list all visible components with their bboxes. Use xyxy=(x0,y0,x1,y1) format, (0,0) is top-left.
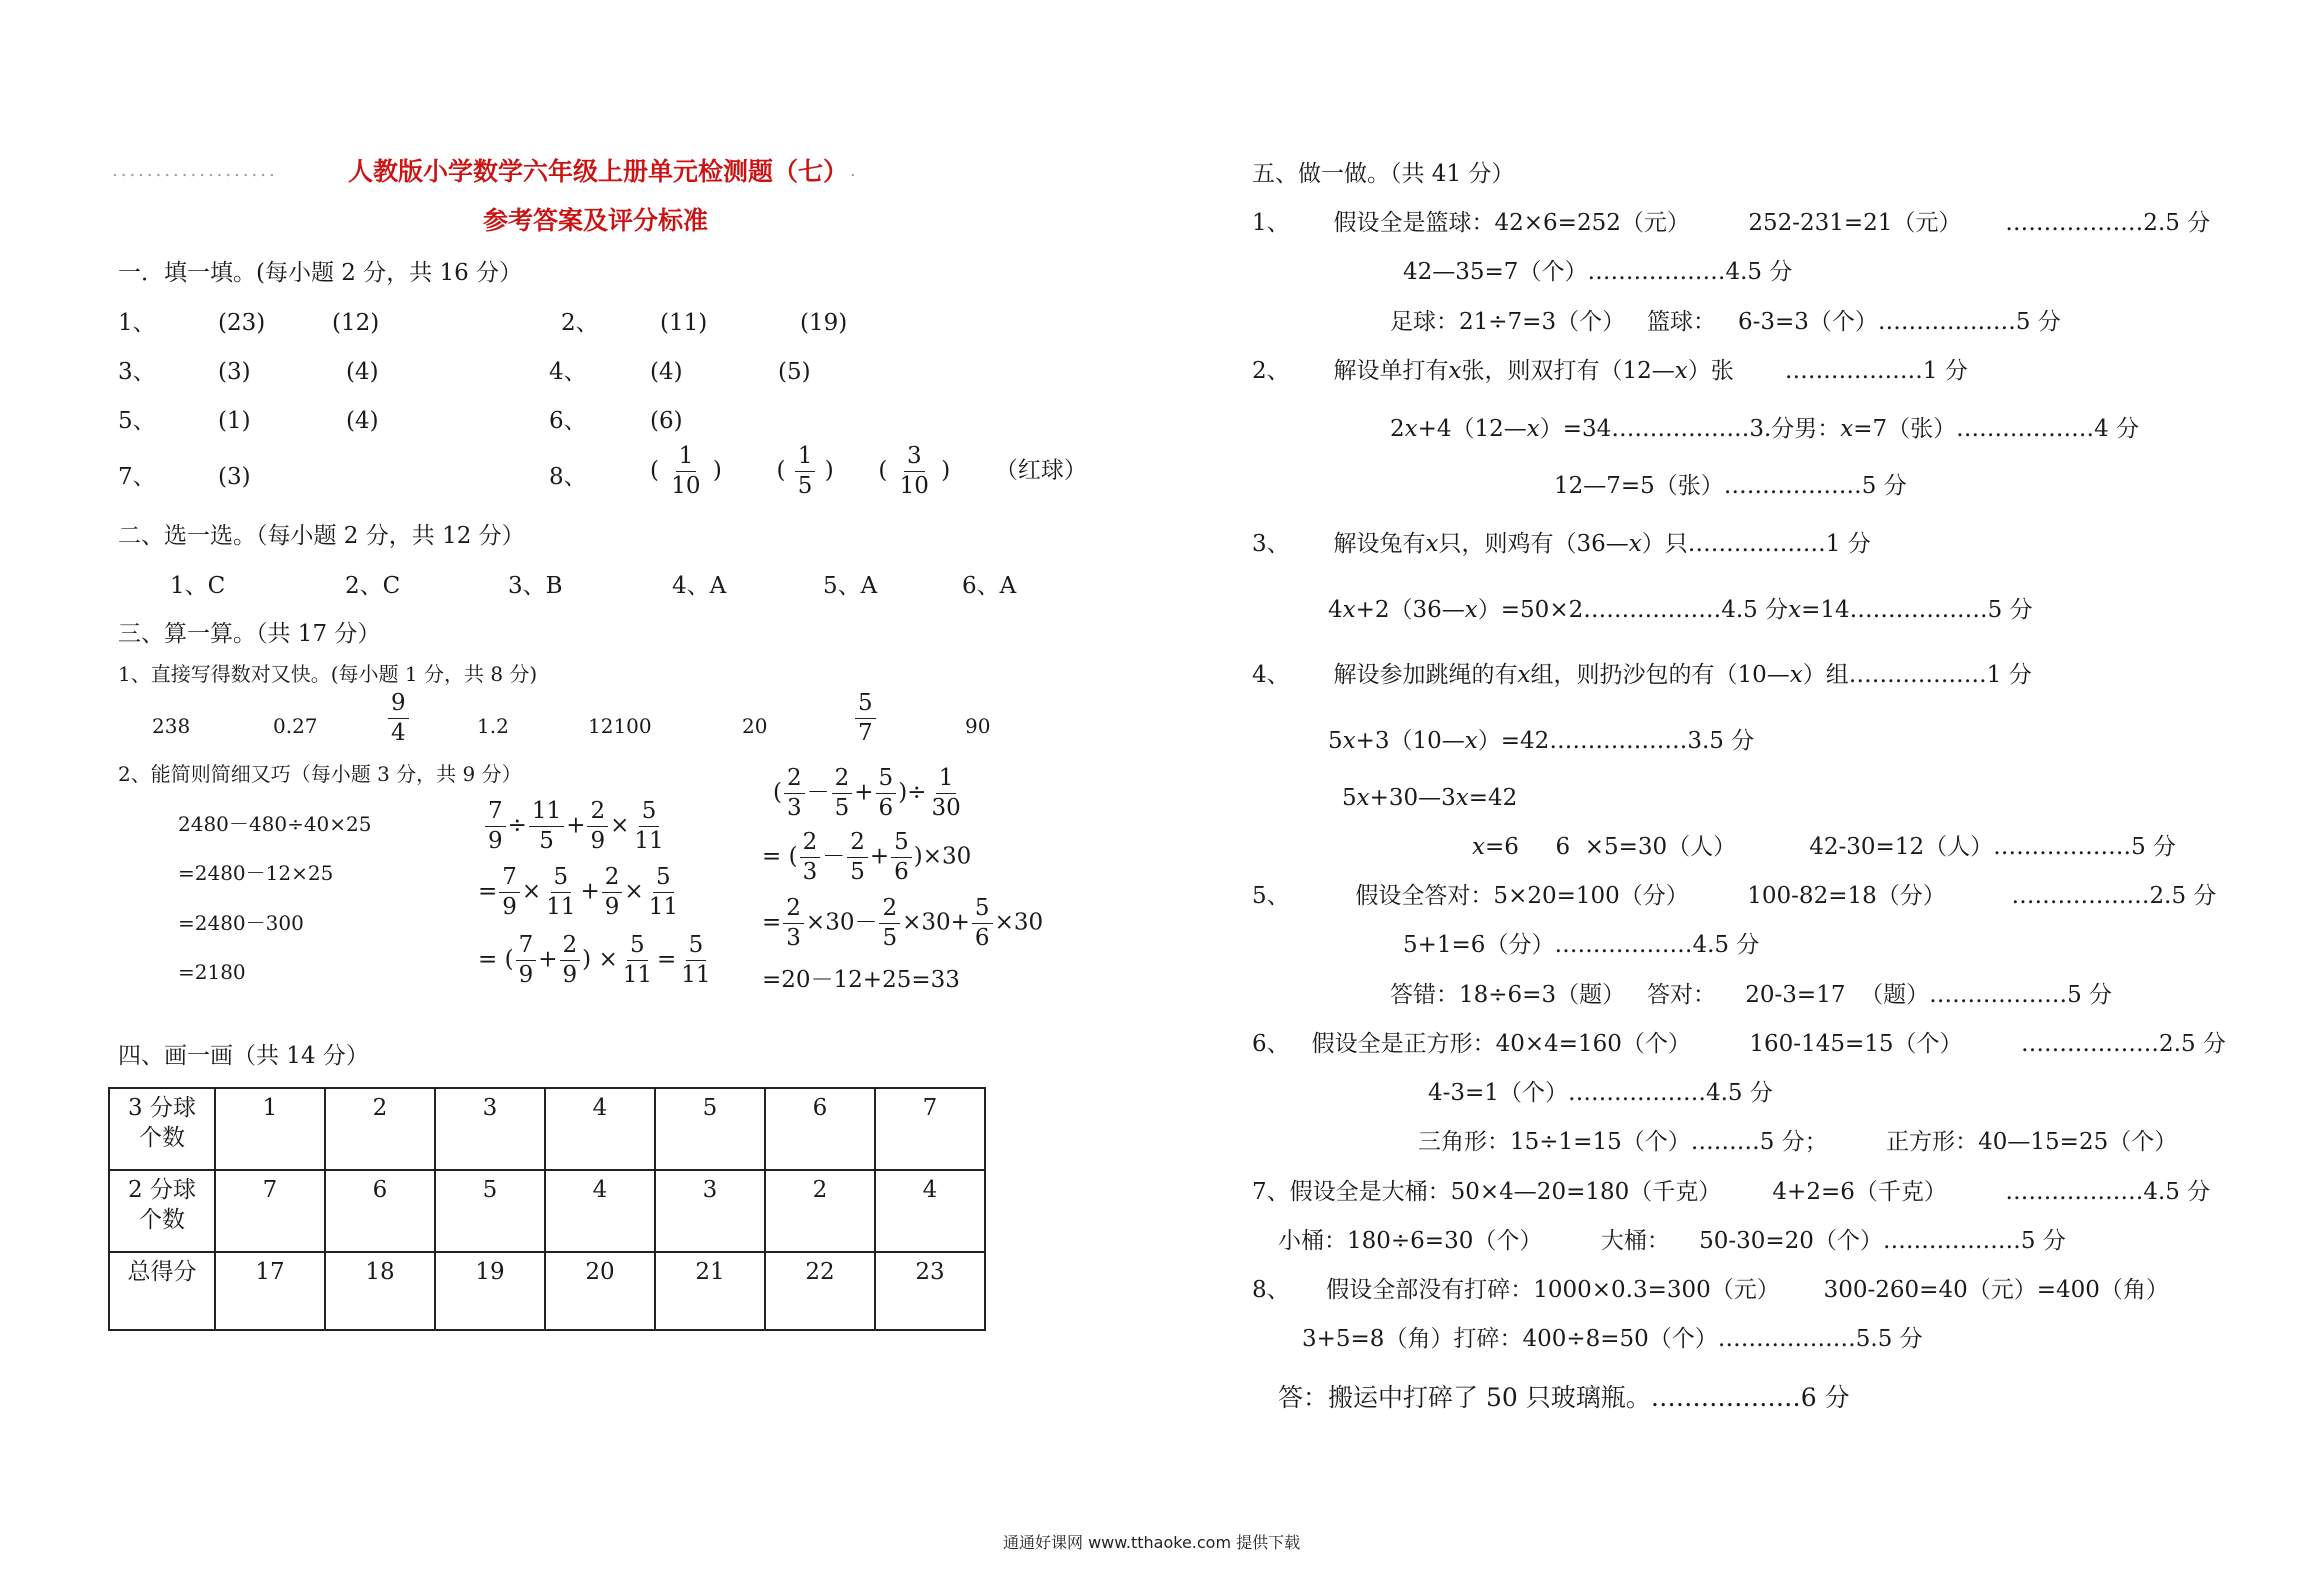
paren: ( xyxy=(776,457,786,484)
table-row xyxy=(109,1252,985,1330)
calc-step: =2480－12×25 xyxy=(178,861,334,885)
table-cell: 22 xyxy=(765,1252,875,1330)
calc3-line4: =20－12+25=33 xyxy=(762,967,960,993)
fraction: $\frac{9}{4}$ xyxy=(388,692,409,745)
table-cell: 20 xyxy=(545,1252,655,1330)
value: 20 xyxy=(742,714,768,738)
page-subtitle: 参考答案及评分标准 xyxy=(483,206,709,235)
table-cell: 18 xyxy=(325,1252,435,1330)
paren: ( xyxy=(650,457,659,484)
fraction: $\frac{1}{10}$ xyxy=(671,443,701,499)
value: 0.27 xyxy=(273,714,318,738)
row-header: 3 分球 个数 xyxy=(109,1088,215,1170)
q3-line1: 3、 解设兔有x只，则鸡有（36—x）只………………1 分 xyxy=(1252,531,1871,557)
paren: ( xyxy=(878,457,888,484)
section2-heading: 二、选一选。（每小题 2 分，共 12 分） xyxy=(118,523,525,549)
q5-line3: 答错：18÷6=3（题） 答对： 20-3=17 （题）………………5 分 xyxy=(1390,982,2113,1008)
table-cell: 6 xyxy=(325,1170,435,1252)
title-trail-dot: . xyxy=(850,160,859,181)
q1-line3: 足球：21÷7=3（个） 篮球： 6-3=3（个）………………5 分 xyxy=(1390,309,2061,335)
q6-line3: 三角形：15÷1=15（个）………5 分； 正方形：40—15=25（个） xyxy=(1418,1129,2178,1155)
q5-line1: 5、 假设全答对：5×20=100（分） 100-82=18（分） ………………2.5 分 xyxy=(1252,883,2217,909)
choice-answer: 2、C xyxy=(345,573,401,599)
value: 1.2 xyxy=(477,714,509,738)
answer-item: (1) xyxy=(218,408,251,434)
calc2-line3: = ( $\frac{7}{9}$ + $\frac{2}{9}$ ) × $\frac{5}{11}$ = $\frac{5}{11}$ xyxy=(478,932,711,988)
table-cell: 2 xyxy=(765,1170,875,1252)
table-cell: 3 xyxy=(435,1088,545,1170)
section3-heading: 三、算一算。（共 17 分） xyxy=(118,621,381,647)
final-answer: 答：搬运中打碎了 50 只玻璃瓶。………………6 分 xyxy=(1278,1383,1850,1412)
answer-item: (3) xyxy=(218,464,251,490)
value: 12100 xyxy=(588,714,652,738)
choice-answer: 4、A xyxy=(672,573,727,599)
paren: ) xyxy=(824,457,834,484)
table-cell: 19 xyxy=(435,1252,545,1330)
choice-answer: 6、A xyxy=(962,573,1017,599)
fraction: $\frac{1}{5}$ xyxy=(795,445,816,498)
score-table xyxy=(108,1087,986,1331)
calc2-line2: = $\frac{7}{9}$ × $\frac{5}{11}$ + $\frac{2}{9}$ × $\frac{5}{11}$ xyxy=(478,864,678,920)
table-cell: 17 xyxy=(215,1252,325,1330)
answer-item: (4) xyxy=(650,359,683,385)
q2-line1: 2、 解设单打有x张，则双打有（12—x）张 ………………1 分 xyxy=(1252,358,1968,384)
paren: ) xyxy=(941,457,951,484)
answer-item: 6、 xyxy=(549,408,587,434)
choice-answer: 1、C xyxy=(170,573,226,599)
choice-answer: 5、A xyxy=(823,573,878,599)
answer-item: (6) xyxy=(650,408,683,434)
q3-line2: 4x+2（36—x）=50×2………………4.5 分x=14………………5 分 xyxy=(1328,597,2033,623)
section5-heading: 五、做一做。（共 41 分） xyxy=(1252,161,1515,187)
section3-part1: 1、直接写得数对又快。(每小题 1 分，共 8 分) xyxy=(118,662,538,686)
answer-item: 4、 xyxy=(549,359,587,385)
q4-line2: 5x+3（10—x）=42………………3.5 分 xyxy=(1328,728,1755,754)
section3-part2: 2、能简则简细又巧（每小题 3 分，共 9 分） xyxy=(118,762,522,786)
footer-credit: 通通好课网 www.tthaoke.com 提供下载 xyxy=(1003,1533,1301,1552)
q7-line2: 小桶：180÷6=30（个） 大桶： 50-30=20（个）………………5 分 xyxy=(1278,1228,2066,1254)
q8-last: （红球） xyxy=(994,457,1087,484)
table-cell: 3 xyxy=(655,1170,765,1252)
table-cell: 7 xyxy=(875,1088,985,1170)
table-cell: 7 xyxy=(215,1170,325,1252)
calc2-line1: $\frac{7}{9}$ ÷ $\frac{11}{5}$ + $\frac{2}{9}$ × $\frac{5}{11}$ xyxy=(483,800,669,853)
calc-step: =2180 xyxy=(178,960,246,984)
q4-line1: 4、 解设参加跳绳的有x组，则扔沙包的有（10—x）组………………1 分 xyxy=(1252,662,2032,688)
page-title: 人教版小学数学六年级上册单元检测题（七） xyxy=(348,157,849,186)
paren: ) xyxy=(712,457,722,484)
value: 90 xyxy=(965,714,991,738)
table-cell: 2 xyxy=(325,1088,435,1170)
calc3-line2: = ( $\frac{2}{3}$ － $\frac{2}{5}$ + $\frac{5}{6}$ )×30 xyxy=(762,829,972,885)
answer-item: 7、 xyxy=(118,464,156,490)
table-cell: 6 xyxy=(765,1088,875,1170)
table-row xyxy=(109,1170,985,1252)
q1-line1: 1、 假设全是篮球：42×6=252（元） 252-231=21（元） ………………2.5 分 xyxy=(1252,210,2211,236)
answer-item: (19) xyxy=(800,310,848,336)
answer-item: (12) xyxy=(332,310,380,336)
answer-item: (3) xyxy=(218,359,251,385)
table-cell: 4 xyxy=(545,1170,655,1252)
q6-line2: 4-3=1（个）………………4.5 分 xyxy=(1428,1080,1773,1106)
q8-line2: 3+5=8（角）打碎：400÷8=50（个）………………5.5 分 xyxy=(1302,1326,1923,1352)
answer-item: (11) xyxy=(660,310,708,336)
calc-step: =2480－300 xyxy=(178,911,304,935)
answer-item: 2、 xyxy=(561,310,599,336)
table-cell: 4 xyxy=(545,1088,655,1170)
calc3-line1: ( $\frac{2}{3}$ － $\frac{2}{5}$ + $\frac{5}{6}$ )÷ $\frac{1}{30}$ xyxy=(773,765,961,821)
answer-item: (5) xyxy=(778,359,811,385)
q6-line1: 6、 假设全是正方形：40×4=160（个） 160-145=15（个） ………………2.5 分 xyxy=(1252,1031,2226,1057)
q8-answers xyxy=(650,445,1087,498)
calc-step: 2480－480÷40×25 xyxy=(178,812,372,836)
table-row xyxy=(109,1088,985,1170)
answer-item: 8、 xyxy=(549,464,587,490)
q1-line2: 42—35=7（个）………………4.5 分 xyxy=(1403,259,1793,285)
table-cell: 4 xyxy=(875,1170,985,1252)
answer-item: (23) xyxy=(218,310,266,336)
table-cell: 23 xyxy=(875,1252,985,1330)
answer-item: 1、 xyxy=(118,310,156,336)
q4-line4: x=6 6 ×5=30（人） 42-30=12（人）………………5 分 xyxy=(1472,834,2177,860)
choice-answer: 3、B xyxy=(508,573,563,599)
section1-heading: 一．填一填。(每小题 2 分，共 16 分） xyxy=(118,260,523,286)
q4-line3: 5x+30—3x=42 xyxy=(1342,785,1518,811)
value: 238 xyxy=(152,714,191,738)
q7-line1: 7、假设全是大桶：50×4—20=180（千克） 4+2=6（千克） ………………4.5 分 xyxy=(1252,1179,2211,1205)
fraction: $\frac{5}{7}$ xyxy=(855,692,876,745)
table-cell: 5 xyxy=(655,1088,765,1170)
table-cell: 21 xyxy=(655,1252,765,1330)
q5-line2: 5+1=6（分）………………4.5 分 xyxy=(1403,932,1760,958)
calc3-line3: = $\frac{2}{3}$ ×30－ $\frac{2}{5}$ ×30+ $\frac{5}{6}$ ×30 xyxy=(762,895,1044,951)
row-header: 总得分 xyxy=(109,1252,215,1330)
row-header: 2 分球 个数 xyxy=(109,1170,215,1252)
leader-dots: ................... xyxy=(112,160,278,181)
answer-item: (4) xyxy=(346,359,379,385)
answer-item: 3、 xyxy=(118,359,156,385)
table-cell: 1 xyxy=(215,1088,325,1170)
answer-item: 5、 xyxy=(118,408,156,434)
answer-item: (4) xyxy=(346,408,379,434)
q2-line3: 12—7=5（张）………………5 分 xyxy=(1554,473,1907,499)
fraction: $\frac{3}{10}$ xyxy=(899,443,929,499)
section4-heading: 四、画一画（共 14 分） xyxy=(118,1043,369,1069)
table-cell: 5 xyxy=(435,1170,545,1252)
q8-line1: 8、 假设全部没有打碎：1000×0.3=300（元） 300-260=40（元）=400（角） xyxy=(1252,1277,2169,1303)
q2-line2: 2x+4（12—x）=34………………3.分男：x=7（张）………………4 分 xyxy=(1390,416,2140,442)
